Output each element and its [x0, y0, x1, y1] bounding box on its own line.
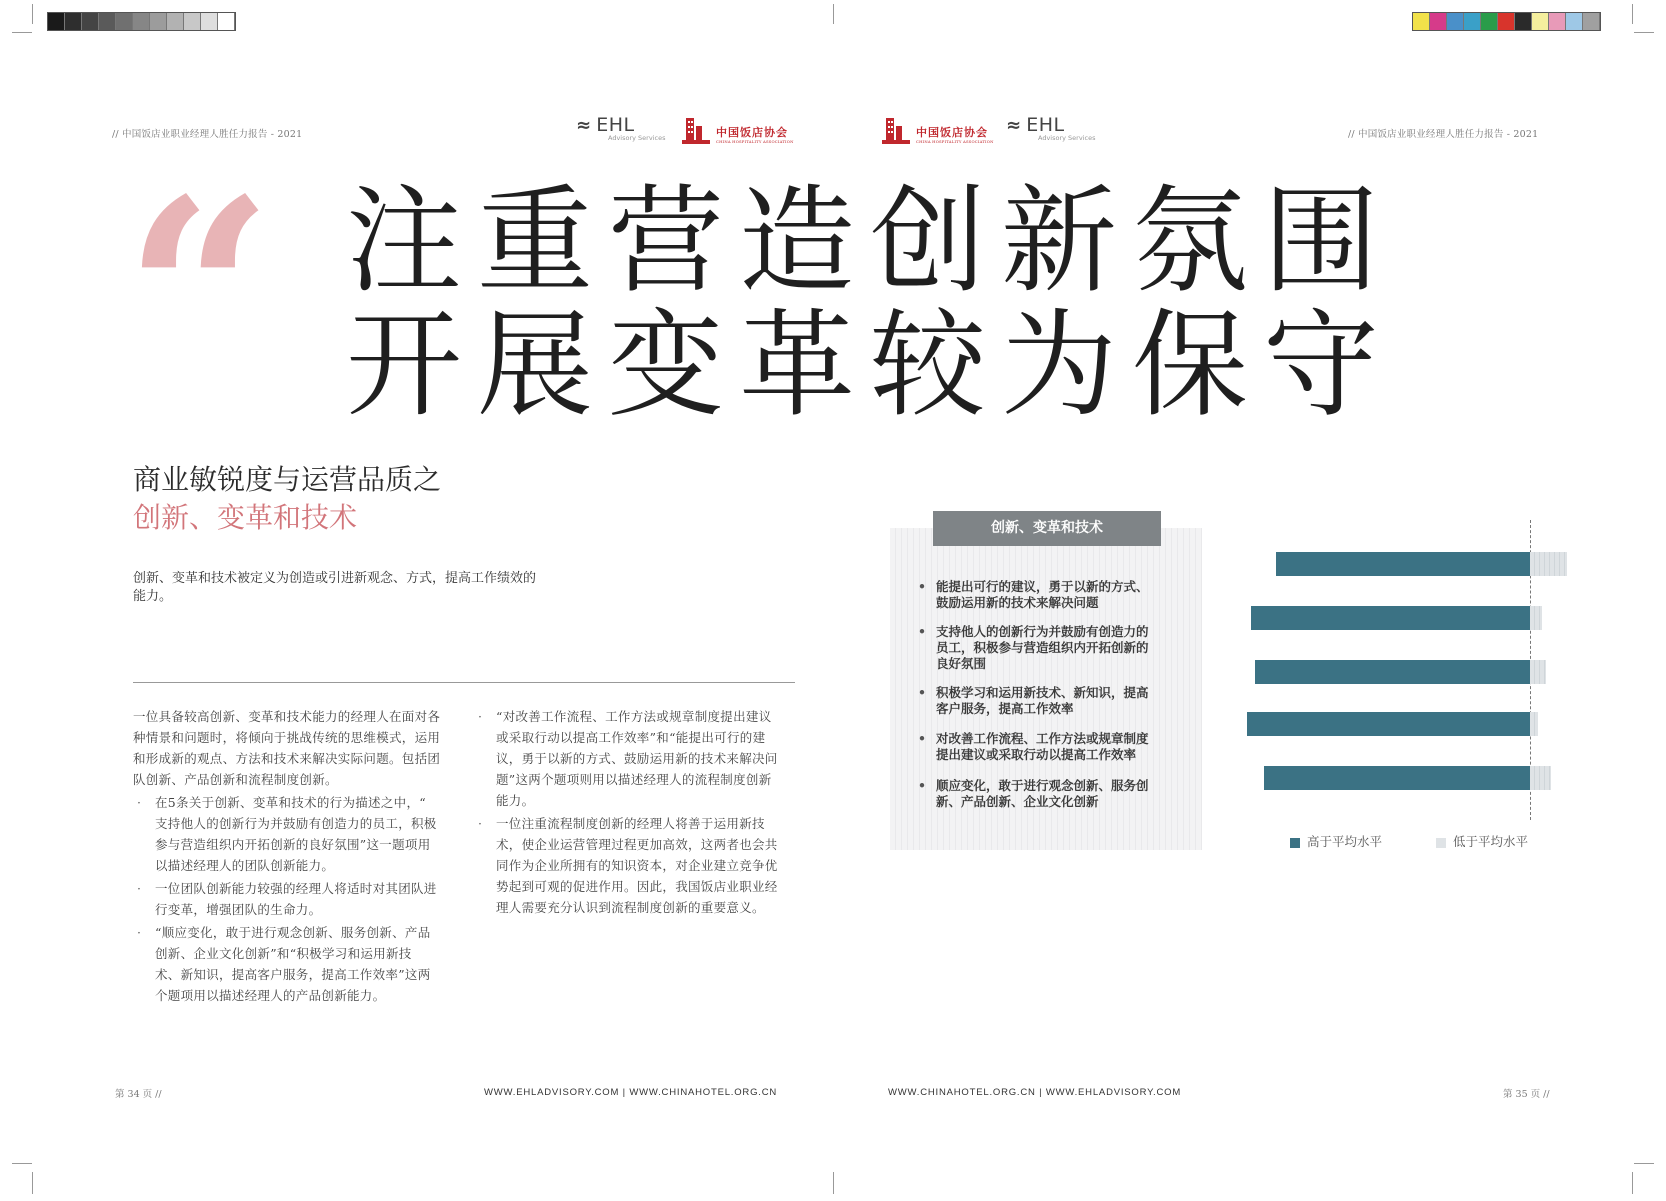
bar-below-average [1530, 606, 1542, 630]
right-running-head: // 中国饭店业职业经理人胜任力报告 - 2021 [1348, 129, 1539, 140]
cha-building-icon [882, 116, 912, 146]
crop-mark [1634, 1163, 1654, 1164]
grayscale-swatch [167, 13, 184, 30]
left-bullet-1: · 在5条关于创新、变革和技术的行为描述之中，“ 支持他人的创新行为并鼓励有创造力的员工，积极 参与营造组织内开拓创新的良好氛围”这一题项用 以描述经理人的团队创新能力。 [133, 792, 468, 876]
headline [346, 174, 1586, 433]
crop-mark [12, 32, 32, 33]
grayscale-swatch [48, 13, 65, 30]
bar-above-average [1251, 606, 1530, 630]
bar-above-average [1247, 712, 1530, 736]
left-footer-urls: WWW.EHLADVISORY.COM | WWW.CHINAHOTEL.ORG.CN [484, 1087, 778, 1098]
bar-above-average [1255, 660, 1530, 684]
color-swatch [1583, 13, 1600, 30]
grayscale-bar [47, 12, 236, 31]
color-swatch [1498, 13, 1515, 30]
bar-below-average [1530, 712, 1538, 736]
list-item: • 对改善工作流程、工作方法或规章制度 提出建议或采取行动以提高工作效率 [936, 731, 1196, 763]
right-footer-urls: WWW.CHINAHOTEL.ORG.CN | WWW.EHLADVISORY.COM [888, 1087, 1182, 1098]
legend-item-above: 高于平均水平 [1290, 834, 1386, 849]
bar-above-average [1276, 552, 1530, 576]
grayscale-swatch [150, 13, 167, 30]
grayscale-swatch [201, 13, 218, 30]
crop-mark [1632, 1172, 1633, 1194]
bar-below-average [1530, 660, 1546, 684]
section-intro: 创新、变革和技术被定义为创造或引进新观念、方式，提高工作绩效的 能力。 [133, 571, 537, 604]
divider [133, 682, 795, 683]
grayscale-swatch [218, 13, 235, 30]
list-item: • 顺应变化，敢于进行观念创新、服务创 新、产品创新、企业文化创新 [936, 778, 1196, 810]
list-item: • 能提出可行的建议，勇于以新的方式、 鼓励运用新的技术来解决问题 [936, 579, 1196, 611]
color-swatch [1566, 13, 1583, 30]
color-swatch [1413, 13, 1430, 30]
crop-mark [833, 1172, 834, 1194]
left-page-number: 第 34 页 // [115, 1089, 162, 1100]
crop-mark [32, 1172, 33, 1194]
color-swatch [1447, 13, 1464, 30]
grayscale-swatch [99, 13, 116, 30]
color-swatch [1532, 13, 1549, 30]
competency-bar-chart [1200, 520, 1580, 820]
crop-mark [1632, 4, 1633, 24]
ehl-mark-icon: ≈ [576, 115, 592, 136]
color-swatch [1464, 13, 1481, 30]
right-bullet-2: · 一位注重流程制度创新的经理人将善于运用新技 术，使企业运营管理过程更加高效，这两者也会共 同作为企业所拥有的知识资本，对企业建立竞争优 势起到可观的促进作用。因此，我国饭店业职业经 理人需要充分认识到流程制度创新的重要意义。 [474, 813, 804, 918]
color-swatch [1515, 13, 1532, 30]
legend-item-below: 低于平均水平 [1436, 834, 1528, 849]
crop-mark [833, 4, 834, 24]
crop-mark [32, 4, 33, 24]
bar-above-average [1264, 766, 1531, 790]
grayscale-swatch [133, 13, 150, 30]
ehl-logo-right: ≈ EHL Advisory Services [1006, 114, 1096, 142]
section-title: 创新、变革和技术 [133, 501, 358, 534]
left-running-head: // 中国饭店业职业经理人胜任力报告 - 2021 [112, 129, 303, 140]
legend-swatch-below [1436, 838, 1446, 848]
bar-below-average [1530, 766, 1551, 790]
ehl-logo: ≈ EHL Advisory Services [576, 114, 666, 142]
headline-line-2: 开展变革较为保守 [346, 298, 1394, 433]
headline-line-1: 注重营造创新氛围 [346, 174, 1394, 309]
left-bullet-2: · 一位团队创新能力较强的经理人将适时对其团队进 行变革，增强团队的生命力。 [133, 878, 468, 920]
competency-panel [890, 528, 1202, 850]
left-bullet-3: · “顺应变化，敢于进行观念创新、服务创新、产品 创新、企业文化创新”和“积极学习和运用新技 术、新知识，提高客户服务，提高工作效率”这两 个题项用以描述经理人的产品创新能力。 [133, 922, 468, 1006]
color-swatch [1549, 13, 1566, 30]
grayscale-swatch [116, 13, 133, 30]
chart-legend [1290, 832, 1528, 850]
grayscale-swatch [184, 13, 201, 30]
legend-swatch-above [1290, 838, 1300, 848]
color-swatch [1430, 13, 1447, 30]
crop-mark [1634, 32, 1654, 33]
color-swatch [1481, 13, 1498, 30]
color-calibration-bar [1412, 12, 1601, 31]
left-paragraph: 一位具备较高创新、变革和技术能力的经理人在面对各 种情景和问题时，将倾向于挑战传统的思维模式，运用 和形成新的观点、方法和技术来解决实际问题。包括团 队创新、产品创新和流程制度创新。 [133, 709, 441, 787]
bar-below-average [1530, 552, 1567, 576]
right-page-number: 第 35 页 // [1503, 1089, 1550, 1100]
right-body-column [474, 706, 804, 918]
ehl-mark-icon: ≈ [1006, 115, 1022, 136]
grayscale-swatch [82, 13, 99, 30]
list-item: • 积极学习和运用新技术、新知识，提高 客户服务，提高工作效率 [936, 685, 1196, 717]
list-item: • 支持他人的创新行为并鼓励有创造力的 员工，积极参与营造组织内开拓创新的 良好氛围 [936, 624, 1196, 672]
right-bullet-1: · “对改善工作流程、工作方法或规章制度提出建议 或采取行动以提高工作效率”和“能提出可行的建 议，勇于以新的方式、鼓励运用新的技术来解决问 题”这两个题项则用以描述经理人的流程制度创新 能力。 [474, 706, 804, 811]
crop-mark [12, 1163, 32, 1164]
section-subtitle: 商业敏锐度与运营品质之 [133, 463, 442, 496]
panel-title: 创新、变革和技术 [933, 511, 1161, 546]
left-body-column [133, 706, 468, 1006]
cha-building-icon [682, 116, 712, 146]
grayscale-swatch [65, 13, 82, 30]
quote-mark-icon: “ [124, 143, 274, 448]
